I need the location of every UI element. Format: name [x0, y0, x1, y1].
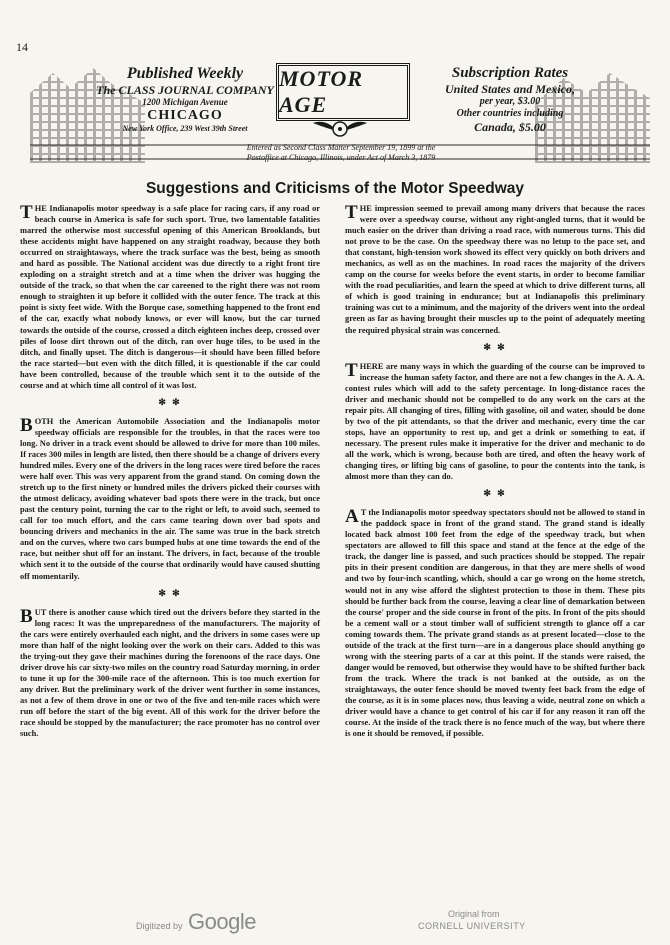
- drop-cap: B: [20, 414, 33, 436]
- company-address: 1200 Michigan Avenue: [142, 97, 228, 107]
- subscription-canada: Canada, $5.00: [474, 120, 546, 134]
- subscription-block: [420, 65, 600, 134]
- scan-footer: [0, 905, 670, 945]
- section-separator: ✻ ✻: [158, 396, 182, 407]
- publisher-block: [85, 65, 285, 134]
- entered-notice: Entered as Second Class Matter September 19, 1899 at the Postoffice at Chicago, Illinois, under Act of March 3, 1879: [246, 143, 436, 162]
- section-separator: ✻ ✻: [158, 587, 182, 598]
- published-weekly: Published Weekly: [126, 65, 244, 82]
- subscription-us: United States and Mexico,: [444, 82, 575, 96]
- subscription-other: Other countries including: [456, 108, 564, 119]
- paragraph-text: UT there is another cause which tired out the drivers before they started in the long races: It was the unpreparedness of the manufacturers. The majority of the cars were entirely overhauled each night, and the drivers in some cases were up more than half of the night looking over the work on their cars. Added to this was the trying-out they gave their machines during the forenoons of the race days. One driver drove his car sixty-two miles on the country road Saturday morning, in order to tune it up for the 300-mile race of the afternoon. This is too much exertion for any driver. But the preliminary work of the driver went further in some instances, as not a few of them drove in one or two of the five and ten-mile races which were run off before the start of the big event. All of this work for the driver before the race should be stopped by the manufacturer; the race promoter has no control over such.: [20, 607, 320, 739]
- digitized-by-label: Digitized by: [136, 921, 183, 931]
- section-separator: ✻ ✻: [483, 488, 507, 499]
- cornell-university-label: CORNELL UNIVERSITY: [418, 921, 526, 931]
- paragraph: [20, 203, 320, 391]
- subscription-title: Subscription Rates: [451, 65, 569, 81]
- logo-text: MOTOR AGE: [279, 66, 364, 117]
- drop-cap: T: [345, 202, 358, 223]
- motor-age-logo: [276, 63, 410, 121]
- drop-cap: T: [345, 359, 358, 381]
- paragraph-text: HE impression seemed to prevail among many drivers that because the races were over a speedway course, without any right-angled turns, that it would be much easier on the driver than driving a road race, with numerous turns. This did not prove to be the case. On the speedway there was no letup to the pace set, and that constant, high-tension work showed its effect very quickly on both drivers and mechanics, as well as on the machines. In road races the majority of the drivers camp on the course for weeks before the event starts, in order to become familiar with the road peculiarities, and learn the speed at which to drive different turns, all of which is good training in endurance; but at Indianapolis this preliminary training was cut to a minimum, and the majority of the drivers went into the ordeal green as far as having brought their muscles up to the point of adequately meeting the required physical strain was concerned.: [345, 204, 645, 335]
- paragraph-text: T the Indianapolis motor speedway spectators should not be allowed to stand in the paddock space in front of the grand stand. The grand stand is ideally located back almost 100 feet from the edge of the speedway track, but when spectators are allowed to fill this space and stand at the fence at the edge of the track, the danger line is passed, and such practices should be stopped. The repair pits in their present condition are dangerous, in that they are mere shells of wood and two by four-inch scantling, which, should a car go wrong on the home stretch, would not in any wise afford the slightest protection to those in them. These pits should be further back from the course, leaving a clear line of demarkation between the course' proper and the side course in front of the pits. In front of the pits should be a cement wall or a stout timber wall of sufficient strength to glance off a car coming towards them. The private grand stands as at present located—close to the outside of the track at the first turn—are in a dangerous place should anything go wrong with the steering parts of a car at this point. If the stands were raised, the danger would be removed, but otherwise they would have to be shifted further back from the track. Where the track is not banked at the outside, as on the straightaways, the outer fence should be moved twenty feet back from the edge of the course, as it is in some places now, thus leaving a wide, neutral zone on which a driver would have a chance to get control of his car if for any reason it ran off the course. At the inside of the track there is no fence much of the way, but where there is one it should be removed, if possible.: [345, 508, 645, 739]
- paragraph: [345, 507, 645, 739]
- article-title: Suggestions and Criticisms of the Motor Speedway: [145, 180, 525, 197]
- right-column: [345, 203, 645, 739]
- left-column: [20, 203, 320, 739]
- paragraph: [20, 416, 320, 582]
- paragraph: [345, 203, 645, 336]
- original-from-label: Original from: [448, 909, 500, 919]
- paragraph-text: HE Indianapolis motor speedway is a safe place for racing cars, if any road or beach course in America is safe for such sport. True, two lamentable fatalities marred the otherwise most successful opening of this American Brooklands, but these accidents might have happened on any straight roadway, because they both occurred on straightaways, where the track surface was the best, being as smooth and hard as possible. The National accident was due directly to a right front tire exploding on a straight stretch and at a time when the driver was hugging the outside of the track, so that when the car careened to the right there was not room enough to straighten it up before it collided with the outer fence. The track at this point is sixty feet wide. With the Borque case, something happened to the front end of the car, exactly what nobody knows, or ever will know, but the car turned towards the outside of the course, crossed a ditch eighteen inches deep, crossed over piles of loose dirt thrown out of the ditch, ran over huge tiles, to be used in the ditch, and finally upset. The ditch is dangerous—it should have been filled before the race started—but even with the ditch filled, it is questionable if the car could have been controlled, because of the trouble which sent it to the outside of the course and at which time all control of it was lost.: [20, 204, 320, 390]
- winged-wheel-icon: [312, 117, 368, 141]
- page-number: 14: [16, 40, 28, 54]
- subscription-us-price: per year, $3.00: [479, 96, 541, 107]
- drop-cap: T: [20, 202, 33, 223]
- paragraph-text: OTH the American Automobile Association and the Indianapolis motor speedway officials are responsible for the troubles, in that the races were too long. No driver in a track event should be allowed to drive for more than 100 miles. If races 300 miles in length are listed, then there should be a change of drivers every hundred miles. Every one of the drivers in the long races were tired before the races were half over. This was very apparent from the grand stand. On coming down the stretch up to the first ninety or hundred miles the drivers picked their courses with the utmost delicacy, avoiding whatever bad spots there were in the track, but once past the century point, turning the car to the right or left, to avoid such, seemed to call for too much effort, and the cars came tearing down over bad spots and bouncing drivers and mechanics in the air. The same was true in the back stretch and on the curves, where two cars bumped hubs at one time towards the end of the race, but neither shut off for an instant. The drivers, in fact, because of the trouble which sent it to the outside of the course that ordinarily would have caused shutting off momentarily.: [20, 416, 320, 581]
- company-city: CHICAGO: [147, 108, 223, 123]
- ny-office: New York Office, 239 West 39th Street: [122, 124, 248, 133]
- masthead: [30, 55, 650, 170]
- paragraph: [345, 361, 645, 483]
- section-separator: ✻ ✻: [483, 341, 507, 352]
- paragraph: [20, 607, 320, 740]
- paragraph-text: HERE are many ways in which the guarding of the course can be improved to increase the human safety factor, and there are not a few changes in the A. A. A. contest rules which will add to the safety percentage. In long-distance races the driver and mechanic should not be compelled to do any work on the cars at the repair pits. All changing of tires, filling with gasoline, oil and water, should be done by two of the pit attendants, so that the driver and mechanic, every time the car stops, have an opportunity to rest up, and get a drink or something to eat, if necessary. The present rules make it imperative for the driver and mechanic to do all the work, which is wrong, because both are tired, and often the heavy work of changing tires, or lifting big cans of gasoline, to pour the contents into the tank, is almost more than they can do.: [345, 361, 645, 482]
- drop-cap: B: [20, 605, 33, 627]
- drop-cap: A: [345, 506, 359, 528]
- company-name: The CLASS JOURNAL COMPANY: [96, 83, 274, 97]
- google-logo: Google: [188, 909, 256, 934]
